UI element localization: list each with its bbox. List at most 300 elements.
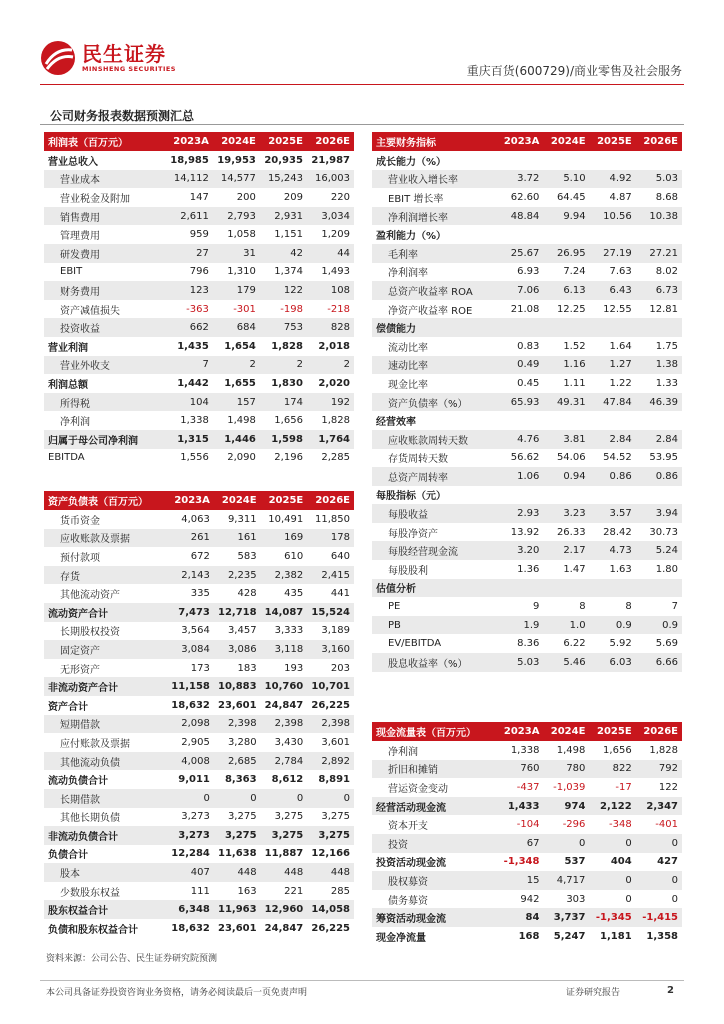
row-label: 偿债能力: [372, 318, 497, 337]
value-cell: 11,158: [167, 677, 214, 696]
value-cell: 161: [214, 529, 261, 548]
value-cell: 760: [497, 760, 543, 779]
row-label: 股权募资: [372, 871, 497, 890]
table-row: [44, 263, 354, 282]
value-cell: 1,493: [321, 266, 350, 278]
value-cell: 12.81: [649, 303, 678, 315]
row-label: 非流动负债合计: [44, 826, 167, 845]
value-cell: 157: [213, 393, 260, 412]
row-label: 每股经营现金流: [372, 541, 497, 560]
row-label: 少数股东权益: [60, 887, 120, 899]
year-header-cell: 2024E: [543, 722, 589, 741]
value-cell: 10,701: [307, 677, 354, 696]
value-cell: 2,347: [636, 797, 682, 816]
value-cell: 1,338: [180, 415, 209, 427]
row-label: 每股指标（元）: [376, 491, 446, 503]
value-cell: [497, 411, 543, 430]
value-cell: 537: [564, 856, 586, 868]
value-cell: 0: [543, 834, 589, 853]
value-cell: 65.93: [497, 393, 543, 412]
value-cell: 53.95: [649, 452, 678, 464]
value-cell: 1,435: [177, 340, 209, 352]
table-header-row: [372, 132, 682, 151]
value-cell: 2.93: [497, 504, 543, 523]
table-row: [372, 653, 682, 672]
year-header-cell: 2026E: [636, 132, 682, 151]
table-row: [44, 584, 354, 603]
value-cell: 21.08: [510, 303, 540, 315]
year-header-cell: 2023A: [497, 722, 543, 741]
value-cell: 174: [260, 393, 307, 412]
value-cell: 31: [213, 244, 260, 263]
value-cell: [543, 579, 589, 598]
value-cell: 1,830: [271, 377, 303, 389]
row-label: 债务募资: [388, 895, 428, 907]
table-row: [44, 529, 354, 548]
value-cell: 11,638: [217, 848, 257, 860]
value-cell: 18,632: [171, 922, 210, 934]
value-cell: 4.87: [609, 191, 632, 203]
value-cell: 7.06: [497, 281, 543, 300]
value-cell: 684: [213, 318, 260, 337]
value-cell: 1.11: [563, 377, 586, 389]
value-cell: 8.36: [517, 638, 540, 650]
value-cell: 62.60: [510, 191, 540, 203]
footer-report-type: 证券研究报告: [566, 988, 621, 998]
table-row: [44, 826, 354, 845]
value-cell: 27.19: [590, 244, 636, 263]
value-cell: 1.36: [517, 563, 540, 575]
value-cell: 1,498: [227, 415, 256, 427]
page-number: 2: [667, 985, 674, 996]
value-cell: 427: [657, 856, 678, 868]
value-cell: 169: [261, 529, 308, 548]
value-cell: 1,209: [321, 229, 350, 241]
row-label: 资本开支: [388, 821, 428, 833]
value-cell: 285: [330, 885, 350, 897]
value-cell: 1,828: [271, 340, 303, 352]
value-cell: 1.75: [655, 340, 678, 352]
value-cell: 27.21: [636, 244, 682, 263]
table-row: [44, 337, 354, 356]
value-cell: 2: [307, 356, 354, 375]
table-row: [372, 560, 682, 579]
table-row: [372, 151, 682, 170]
table-row: [372, 318, 682, 337]
value-cell: 108: [307, 281, 354, 300]
value-cell: 0.83: [517, 340, 540, 352]
value-cell: 16,003: [307, 170, 354, 189]
row-label: 应收账款及票据: [44, 529, 167, 548]
value-cell: 0: [261, 789, 308, 808]
value-cell: 9,011: [178, 774, 210, 786]
row-label: 资产减值损失: [60, 305, 120, 317]
value-cell: 6,348: [167, 900, 214, 919]
value-cell: 44: [307, 244, 354, 263]
value-cell: 10,491: [268, 513, 304, 525]
brand-logo: [40, 40, 176, 76]
value-cell: 2,793: [213, 207, 260, 226]
value-cell: 1,058: [227, 229, 256, 241]
row-label: 货币资金: [60, 515, 100, 527]
table-row: [372, 393, 682, 412]
table-row: [372, 170, 682, 189]
value-cell: 1,446: [213, 430, 260, 449]
value-cell: 1,338: [510, 744, 540, 756]
value-cell: 2,196: [274, 452, 303, 464]
row-label: 长期借款: [44, 789, 167, 808]
row-label: 其他长期负债: [60, 813, 120, 825]
table-row: [44, 696, 354, 715]
value-cell: [497, 318, 543, 337]
row-label: 折旧和摊销: [372, 760, 497, 779]
value-cell: 3,086: [214, 640, 261, 659]
value-cell: 179: [213, 281, 260, 300]
row-label: EBIT 增长率: [388, 193, 444, 205]
value-cell: 6.66: [636, 653, 682, 672]
value-cell: 1,181: [600, 930, 632, 942]
year-header-cell: 2026E: [636, 722, 682, 741]
value-cell: 0.94: [543, 467, 589, 486]
value-cell: 46.39: [636, 393, 682, 412]
row-label: 非流动资产合计: [44, 677, 167, 696]
row-label: 现金净流量: [376, 932, 426, 944]
table-row: [44, 188, 354, 207]
value-cell: 3,189: [321, 625, 350, 637]
table-row: [372, 853, 682, 872]
row-label: 固定资产: [44, 640, 167, 659]
value-cell: 1,374: [274, 266, 303, 278]
value-cell: 25.67: [497, 244, 543, 263]
row-label: 应付账款及票据: [60, 738, 130, 750]
table-row: [44, 430, 354, 449]
value-cell: 104: [166, 393, 213, 412]
value-cell: 2,285: [321, 452, 350, 464]
value-cell: 2,098: [167, 715, 214, 734]
value-cell: 942: [520, 893, 540, 905]
row-label: EBIT: [60, 266, 83, 278]
value-cell: 0.9: [636, 616, 682, 635]
value-cell: 11,887: [264, 848, 304, 860]
value-cell: 7.63: [609, 266, 632, 278]
value-cell: -301: [233, 303, 256, 315]
value-cell: [636, 318, 682, 337]
value-cell: 1.0: [543, 616, 589, 635]
value-cell: 15,524: [307, 603, 354, 622]
value-cell: 173: [190, 662, 210, 674]
row-label: 财务费用: [44, 281, 166, 300]
table-row: [44, 900, 354, 919]
value-cell: 2.84: [636, 430, 682, 449]
value-cell: 3,034: [307, 207, 354, 226]
value-cell: -348: [608, 819, 632, 831]
value-cell: 303: [566, 893, 586, 905]
row-label: 其他流动负债: [44, 752, 167, 771]
value-cell: 0.9: [590, 616, 636, 635]
value-cell: 1,310: [227, 266, 256, 278]
table-row: [44, 882, 354, 901]
value-cell: 23,601: [217, 699, 257, 711]
value-cell: 261: [167, 529, 214, 548]
value-cell: -1,345: [589, 908, 635, 927]
year-header-cell: 2026E: [307, 132, 354, 151]
table-row: [44, 733, 354, 752]
value-cell: 1,556: [180, 452, 209, 464]
table-row: [372, 263, 682, 282]
table-row: [44, 622, 354, 641]
value-cell: 1.52: [563, 340, 586, 352]
value-cell: 178: [307, 529, 354, 548]
value-cell: 435: [284, 588, 304, 600]
value-cell: 6.93: [517, 266, 540, 278]
table-row: [372, 486, 682, 505]
value-cell: -198: [280, 303, 303, 315]
value-cell: 2.17: [543, 541, 589, 560]
minsheng-logo-icon: [40, 40, 76, 76]
row-label: 股东权益合计: [44, 900, 167, 919]
value-cell: 3,275: [274, 811, 304, 823]
table-row: [44, 449, 354, 468]
table-row: [372, 908, 682, 927]
value-cell: 147: [189, 191, 209, 203]
table-row: [44, 318, 354, 337]
value-cell: 662: [166, 318, 213, 337]
value-cell: 8,891: [318, 774, 350, 786]
value-cell: 4.76: [497, 430, 543, 449]
table-row: [44, 356, 354, 375]
value-cell: 2: [260, 356, 307, 375]
value-cell: 12.25: [556, 303, 586, 315]
table-row: [44, 547, 354, 566]
value-cell: 84: [497, 908, 543, 927]
value-cell: 0: [589, 834, 635, 853]
row-label: 投资活动现金流: [376, 858, 446, 870]
table-row: [44, 919, 354, 938]
value-cell: 10.38: [636, 207, 682, 226]
table-row: [44, 411, 354, 430]
value-cell: 3.57: [590, 504, 636, 523]
value-cell: 2,415: [307, 566, 354, 585]
table-row: [44, 566, 354, 585]
value-cell: 2,235: [214, 566, 261, 585]
row-label: 无形资产: [60, 664, 100, 676]
row-label: 每股净资产: [388, 528, 438, 540]
balance-sheet-table: [44, 491, 354, 938]
table-title-cell: 资产负债表（百万元）: [44, 491, 167, 510]
value-cell: 1.06: [497, 467, 543, 486]
value-cell: 3,273: [167, 826, 214, 845]
value-cell: 0: [589, 871, 635, 890]
row-label: 毛利率: [372, 244, 497, 263]
value-cell: 8,363: [224, 774, 257, 786]
value-cell: 1,828: [649, 744, 678, 756]
value-cell: 3.20: [497, 541, 543, 560]
value-cell: 3,275: [261, 826, 308, 845]
row-label: 负债合计: [48, 850, 88, 862]
value-cell: 0: [625, 893, 632, 905]
value-cell: 26.33: [556, 526, 586, 538]
header-divider: [40, 84, 684, 85]
table-row: [372, 225, 682, 244]
value-cell: 42: [260, 244, 307, 263]
value-cell: 4.73: [590, 541, 636, 560]
table-row: [44, 770, 354, 789]
value-cell: 64.45: [556, 191, 586, 203]
value-cell: 4,008: [167, 752, 214, 771]
row-label: EBITDA: [48, 452, 85, 464]
value-cell: 8.68: [655, 191, 678, 203]
year-header-cell: 2023A: [167, 491, 214, 510]
value-cell: 5.03: [497, 653, 543, 672]
value-cell: 123: [166, 281, 213, 300]
value-cell: 5.92: [609, 638, 632, 650]
table-row: [372, 778, 682, 797]
value-cell: 1,654: [224, 340, 256, 352]
row-label: 短期借款: [44, 715, 167, 734]
value-cell: [590, 318, 636, 337]
row-label: 流动比率: [388, 342, 428, 354]
value-cell: 441: [330, 588, 350, 600]
value-cell: 610: [284, 550, 304, 562]
value-cell: 796: [189, 266, 209, 278]
value-cell: 3,084: [167, 640, 214, 659]
row-label: 净利润: [60, 417, 90, 429]
value-cell: -1,415: [636, 908, 682, 927]
table-row: [44, 808, 354, 827]
value-cell: 1,151: [274, 229, 303, 241]
value-cell: 19,953: [217, 154, 256, 166]
year-header-cell: 2025E: [260, 132, 307, 151]
value-cell: [543, 225, 589, 244]
value-cell: -104: [516, 819, 540, 831]
value-cell: 1,655: [224, 377, 256, 389]
table-row: [372, 927, 682, 946]
row-label: 预付款项: [60, 552, 100, 564]
value-cell: 111: [190, 885, 210, 897]
value-cell: 47.84: [590, 393, 636, 412]
value-cell: 12,718: [214, 603, 261, 622]
table-row: [44, 640, 354, 659]
year-header-cell: 2026E: [307, 491, 354, 510]
logo-text-cn: 民生证券: [82, 41, 166, 66]
value-cell: 5.10: [543, 170, 589, 189]
table-row: [372, 281, 682, 300]
value-cell: 56.62: [510, 452, 540, 464]
table-row: [372, 871, 682, 890]
company-ticker-title: 重庆百货(600729)/商业零售及社会服务: [466, 64, 682, 78]
table-header-row: [44, 132, 354, 151]
table-row: [372, 815, 682, 834]
value-cell: 2: [213, 356, 260, 375]
value-cell: 14,058: [307, 900, 354, 919]
value-cell: 6.22: [563, 638, 586, 650]
value-cell: 8,612: [271, 774, 304, 786]
value-cell: 168: [518, 930, 540, 942]
footer-divider: [40, 980, 684, 981]
row-label: PE: [388, 601, 401, 613]
value-cell: 2,398: [261, 715, 308, 734]
value-cell: 2,611: [166, 207, 213, 226]
value-cell: 14,112: [166, 170, 213, 189]
value-cell: 15,243: [260, 170, 307, 189]
row-label: 营业总收入: [48, 156, 98, 168]
table-row: [372, 597, 682, 616]
row-label: 每股收益: [372, 504, 497, 523]
table-row: [372, 504, 682, 523]
value-cell: 4,717: [543, 871, 589, 890]
value-cell: 10.56: [590, 207, 636, 226]
value-cell: 0: [636, 871, 682, 890]
value-cell: 7: [671, 601, 678, 613]
row-label: 营业税金及附加: [60, 193, 130, 205]
value-cell: [497, 151, 543, 170]
value-cell: 2,382: [261, 566, 308, 585]
row-label: 经营活动现金流: [372, 797, 497, 816]
value-cell: 14,087: [261, 603, 308, 622]
value-cell: [636, 411, 682, 430]
table-row: [44, 789, 354, 808]
row-label: 营业外收支: [44, 356, 166, 375]
value-cell: 15: [497, 871, 543, 890]
value-cell: 2,018: [318, 340, 350, 352]
value-cell: 122: [658, 781, 678, 793]
value-cell: 11,963: [214, 900, 261, 919]
value-cell: 7: [166, 356, 213, 375]
row-label: 净利润: [388, 746, 418, 758]
row-label: 总资产收益率 ROA: [372, 281, 497, 300]
value-cell: 3.94: [636, 504, 682, 523]
value-cell: 0: [167, 789, 214, 808]
row-label: 销售费用: [44, 207, 166, 226]
value-cell: 7,473: [167, 603, 214, 622]
value-cell: 828: [307, 318, 354, 337]
value-cell: 1,498: [556, 744, 586, 756]
table-row: [372, 449, 682, 468]
table-row: [372, 467, 682, 486]
section-divider: [40, 124, 684, 125]
value-cell: 26.95: [543, 244, 589, 263]
value-cell: 3,457: [227, 625, 257, 637]
value-cell: 1.38: [636, 356, 682, 375]
value-cell: 3,430: [274, 736, 304, 748]
table-row: [372, 760, 682, 779]
row-label: 营业收入增长率: [372, 170, 497, 189]
value-cell: 3,275: [321, 811, 350, 823]
value-cell: 5.69: [655, 638, 678, 650]
value-cell: 6.43: [590, 281, 636, 300]
value-cell: 2,398: [307, 715, 354, 734]
value-cell: 18,632: [171, 699, 210, 711]
row-label: 成长能力（%）: [376, 156, 447, 168]
value-cell: [636, 579, 682, 598]
row-label: 股本: [44, 863, 167, 882]
value-cell: 822: [589, 760, 635, 779]
value-cell: 5.03: [636, 170, 682, 189]
row-label: 所得税: [44, 393, 166, 412]
value-cell: 1.22: [609, 377, 632, 389]
value-cell: [636, 225, 682, 244]
value-cell: 4.92: [590, 170, 636, 189]
value-cell: 1.27: [590, 356, 636, 375]
value-cell: 2,143: [167, 566, 214, 585]
table-header-row: [372, 722, 682, 741]
value-cell: 10,760: [261, 677, 308, 696]
table-row: [44, 677, 354, 696]
value-cell: -401: [655, 819, 678, 831]
row-label: 营运资金变动: [388, 783, 448, 795]
value-cell: 1,315: [166, 430, 213, 449]
value-cell: [590, 579, 636, 598]
